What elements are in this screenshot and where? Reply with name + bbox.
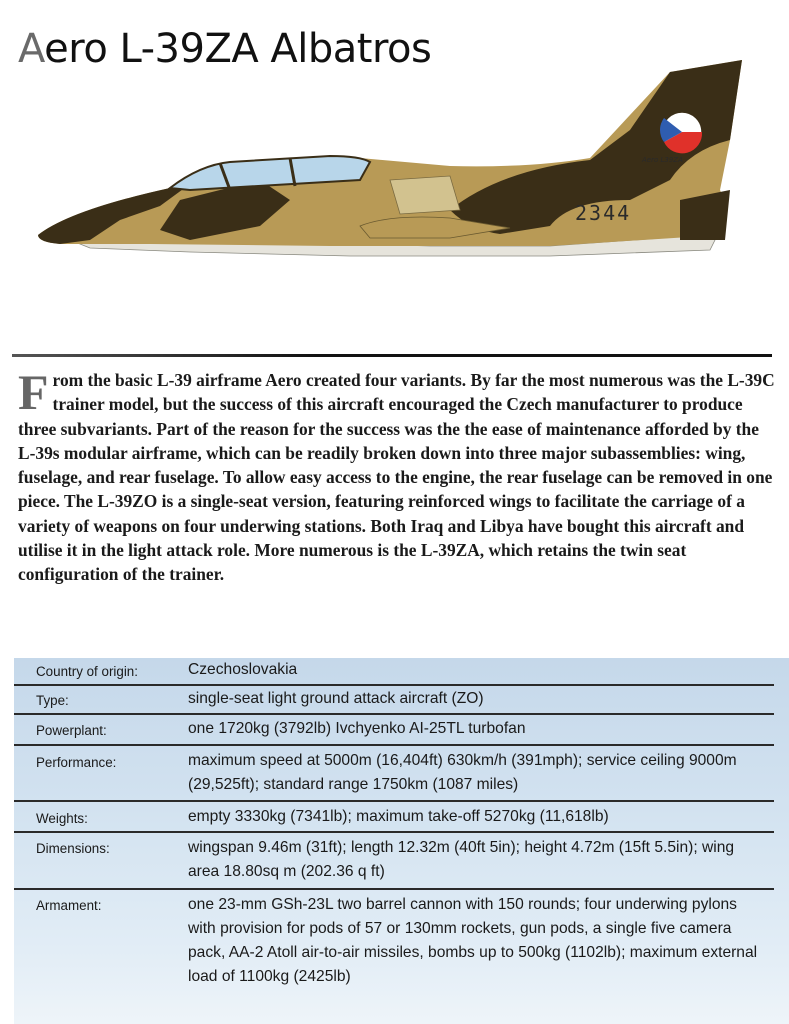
spec-row-powerplant	[14, 716, 774, 746]
spec-label: Type:	[36, 693, 69, 708]
spec-value: one 1720kg (3792lb) Ivchyenko AI-25TL turbofan	[188, 720, 526, 737]
spec-row-performance	[14, 747, 774, 802]
spec-row-dimensions	[14, 834, 774, 890]
drop-cap: F	[18, 364, 49, 420]
spec-value: single-seat light ground attack aircraft (ZO)	[188, 690, 484, 707]
spec-row-type	[14, 687, 774, 715]
tail-text: Aero L39ZA	[642, 156, 683, 164]
specifications-table	[14, 658, 789, 1024]
air-intake	[390, 176, 460, 214]
spec-row-country	[14, 658, 774, 686]
intro-text: rom the basic L-39 airframe Aero created four variants. By far the most numerous was the L-39C trainer model, but the success of this aircraft encouraged the Czech manufacturer to produce three subvariants. Part of the reason for the success was the the ease of maintenance afforded by the L-39s modular airframe, which can be readily broken down into three major subassemblies: wing, fuselage, and rear fuselage. To allow easy access to the engine, the rear fuselage can be removed in one piece. The L-39ZO is a single-seat version, featuring reinforced wings to facilitate the carriage of a variety of weapons on four underwing stations. Both Iraq and Libya have bought this aircraft and utilise it in the light attack role. More numerous is the L-39ZA, which retains the twin seat configuration of the trainer.	[18, 370, 775, 585]
section-divider	[12, 354, 772, 357]
spec-row-weights	[14, 803, 774, 833]
spec-value: maximum speed at 5000m (16,404ft) 630km/h (391mph); service ceiling 9000m (29,525ft); standard range 1750km (1087 miles)	[188, 752, 737, 793]
spec-row-armament	[14, 891, 774, 1021]
spec-value: wingspan 9.46m (31ft); length 12.32m (40ft 5in); height 4.72m (15ft 5.5in); wing area 18.80sq m (202.36 q ft)	[188, 839, 735, 880]
tail-number: 2344	[575, 201, 632, 225]
spec-value: empty 3330kg (7341lb); maximum take-off 5270kg (11,618lb)	[188, 808, 609, 825]
spec-label: Performance:	[36, 755, 117, 770]
title-initial: A	[18, 26, 45, 72]
spec-label: Dimensions:	[36, 841, 110, 856]
spec-label: Armament:	[36, 898, 102, 913]
spec-label: Weights:	[36, 811, 88, 826]
spec-value: Czechoslovakia	[188, 661, 298, 678]
aircraft-illustration	[30, 50, 780, 280]
spec-value: one 23-mm GSh-23L two barrel cannon with 150 rounds; four underwing pylons with provision for pods of 57 or 130mm rockets, gun pods, a single five camera pack, AA-2 Atoll air-to-air missiles, bombs up to 500kg (1102lb); maximum external load of 1100kg (2425lb)	[188, 896, 758, 985]
spec-label: Powerplant:	[36, 723, 107, 738]
title-rest: ero L-39ZA Albatros	[44, 26, 432, 72]
intro-paragraph	[18, 364, 778, 587]
spec-label: Country of origin:	[36, 664, 138, 679]
